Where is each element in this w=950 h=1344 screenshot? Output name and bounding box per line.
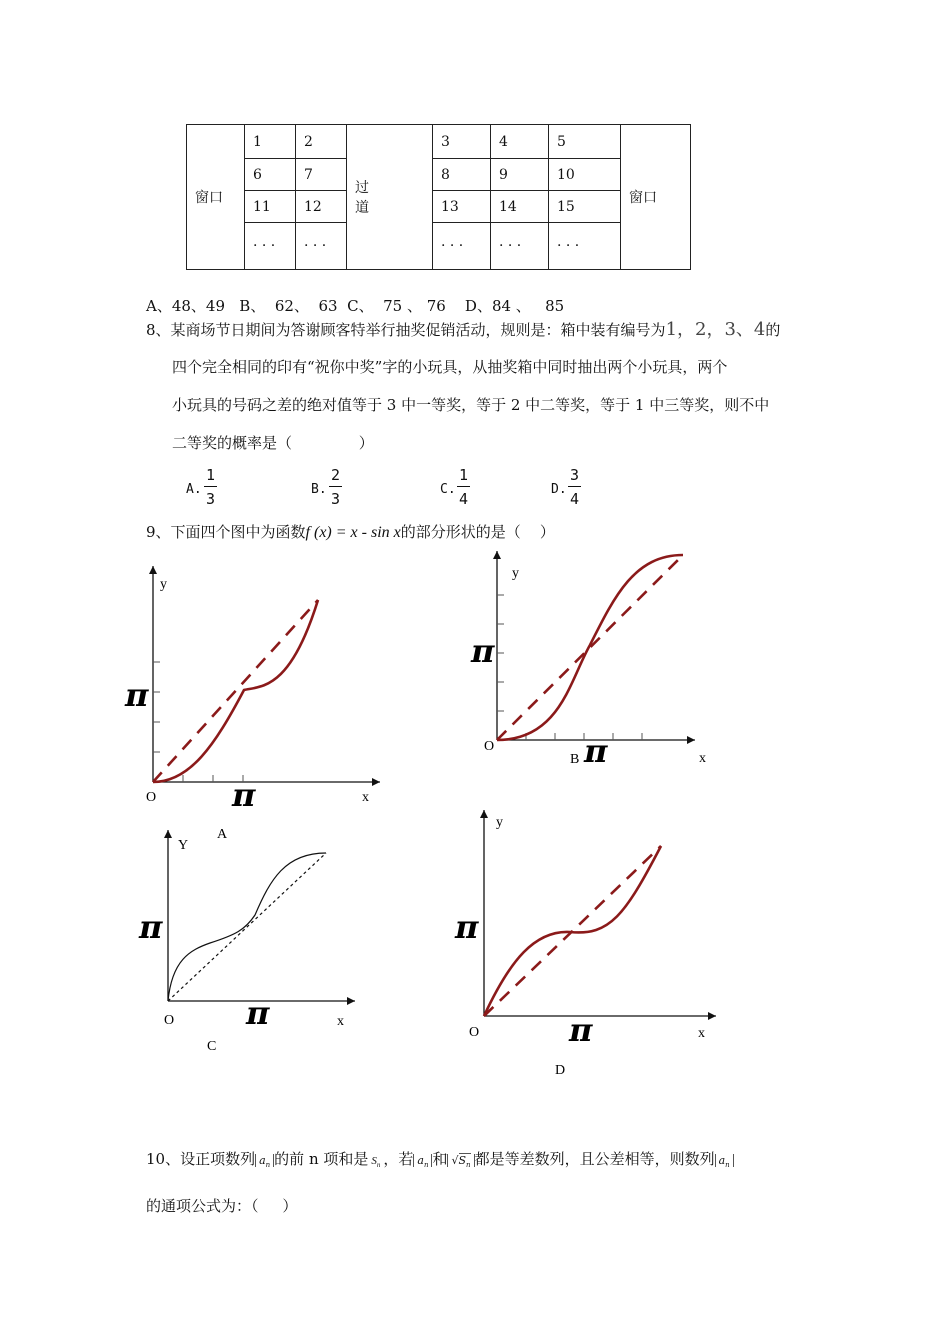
denominator: 4 [459, 490, 469, 508]
seq-letter: a [417, 1154, 424, 1167]
aisle-top-text: 过 [355, 180, 369, 196]
seat-cell: 1 [245, 125, 296, 159]
q8-option-b-label: B. [311, 482, 327, 497]
q8-option-a-label: A. [186, 482, 202, 497]
seat-cell: 6 [245, 159, 296, 191]
q9-prefix: 9、下面四个图中为函数 [146, 523, 306, 541]
q8-numbers: 1，2，3、4 [665, 319, 766, 340]
aisle-bottom-text: 道 [355, 200, 369, 216]
caption-b: B [570, 752, 580, 767]
seat-cell: 13 [433, 191, 491, 223]
seat-cell: 15 [549, 191, 621, 223]
q10-text-5: 都是等差数列，且公差相等，则数列 [474, 1150, 715, 1168]
seat-cell: 7 [296, 159, 347, 191]
caption-d: D [555, 1063, 566, 1078]
seq-letter: a [718, 1154, 726, 1167]
seat-cell: · · · [491, 223, 549, 270]
seat-cell: 10 [549, 159, 621, 191]
denominator: 4 [570, 490, 580, 508]
pi-x-label: π [584, 732, 608, 770]
window-left-cell: 窗口 [187, 125, 245, 270]
q8-line1-text: 8、某商场节日期间为答谢顾客特举行抽奖促销活动，规则是：箱中装有编号为 [146, 321, 666, 339]
seq-a-symbol [255, 1154, 274, 1170]
seq-subscript: n [725, 1161, 730, 1170]
y-axis-arrow [480, 810, 488, 818]
q10-text-3: ，若 [383, 1150, 414, 1168]
origin-label: O [164, 1013, 175, 1028]
q10-line2: 的通项公式为：（ ） [146, 1197, 298, 1215]
q10-line1 [146, 1152, 734, 1169]
seat-cell: · · · [549, 223, 621, 270]
y-label: y [512, 566, 519, 581]
denominator: 3 [331, 490, 341, 508]
seat-cell: 5 [549, 125, 621, 159]
numerator: 1 [457, 466, 470, 487]
sqrt-body [458, 1153, 471, 1170]
pi-y-label: π [125, 676, 149, 714]
pi-y-label: π [471, 632, 495, 670]
x-label: x [699, 751, 706, 766]
seat-cell: · · · [245, 223, 296, 270]
q8-line4: 二等奖的概率是（ ） [172, 434, 374, 452]
window-right-cell: 窗口 [621, 125, 691, 270]
sum-letter: S [458, 1154, 467, 1167]
seat-cell: 8 [433, 159, 491, 191]
seat-cell: 4 [491, 125, 549, 159]
seat-cell: 9 [491, 159, 549, 191]
seq-letter: a [259, 1154, 266, 1167]
x-axis-arrow [708, 1012, 716, 1020]
seat-cell: 3 [433, 125, 491, 159]
pi-x-label: π [569, 1011, 593, 1049]
x-label: x [698, 1026, 705, 1041]
seat-cell: 11 [245, 191, 296, 223]
q8-option-d-label: D. [551, 482, 567, 497]
caption-a: A [217, 827, 228, 842]
seat-cell: 2 [296, 125, 347, 159]
q7-options: A、48、49 B、 62、 63 C、 75 、 76 D、84 、 85 [146, 297, 565, 315]
q10-text-2: 的前 n 项和是 [274, 1150, 369, 1168]
q9-suffix: 的部分形状的是（ ） [400, 523, 555, 541]
seq-a-symbol-3 [715, 1154, 734, 1170]
seq-subscript: n [265, 1161, 271, 1170]
sum-letter: S [371, 1155, 377, 1167]
q8-option-c-label: C. [440, 482, 456, 497]
x-label: x [362, 790, 369, 805]
origin-label: O [469, 1025, 480, 1040]
q8-line2: 四个完全相同的印有“祝你中奖”字的小玩具，从抽奖箱中同时抽出两个小玩具，两个 [172, 358, 728, 376]
q8-line3: 小玩具的号码之差的绝对值等于 3 中一等奖，等于 2 中二等奖，等于 1 中三等奖，则不中 [172, 396, 770, 414]
numerator: 3 [568, 466, 581, 487]
seat-cell: 14 [491, 191, 549, 223]
sqrt-s-symbol [447, 1154, 474, 1170]
denominator: 3 [206, 490, 216, 508]
seat-cell: 12 [296, 191, 347, 223]
seat-cell: · · · [296, 223, 347, 270]
q9-formula: f (x) = x - sin x [305, 524, 401, 541]
numerator: 1 [204, 466, 217, 487]
sum-s-symbol [371, 1155, 381, 1170]
sum-subscript: n [466, 1161, 471, 1170]
numerator: 2 [329, 466, 342, 487]
y-label: Y [178, 838, 189, 853]
seat-cell: · · · [433, 223, 491, 270]
pi-x-label: π [232, 776, 256, 814]
x-label: x [337, 1014, 344, 1029]
origin-label: O [484, 739, 495, 754]
sum-subscript: n [376, 1161, 381, 1170]
q10-text-1: 10、设正项数列 [146, 1150, 256, 1168]
origin-label: O [146, 790, 157, 805]
q8-line1-end: 的 [765, 321, 781, 339]
seq-a-symbol-2 [413, 1154, 432, 1170]
q10-text-4: 和 [432, 1150, 448, 1168]
y-label: y [496, 815, 503, 830]
caption-c: C [207, 1039, 217, 1054]
y-label: y [160, 577, 167, 592]
sqrt-sign: √ [451, 1154, 459, 1167]
pi-y-label: π [455, 908, 479, 946]
seq-subscript: n [423, 1161, 429, 1170]
pi-y-label: π [139, 908, 163, 946]
pi-x-label: π [246, 994, 270, 1032]
